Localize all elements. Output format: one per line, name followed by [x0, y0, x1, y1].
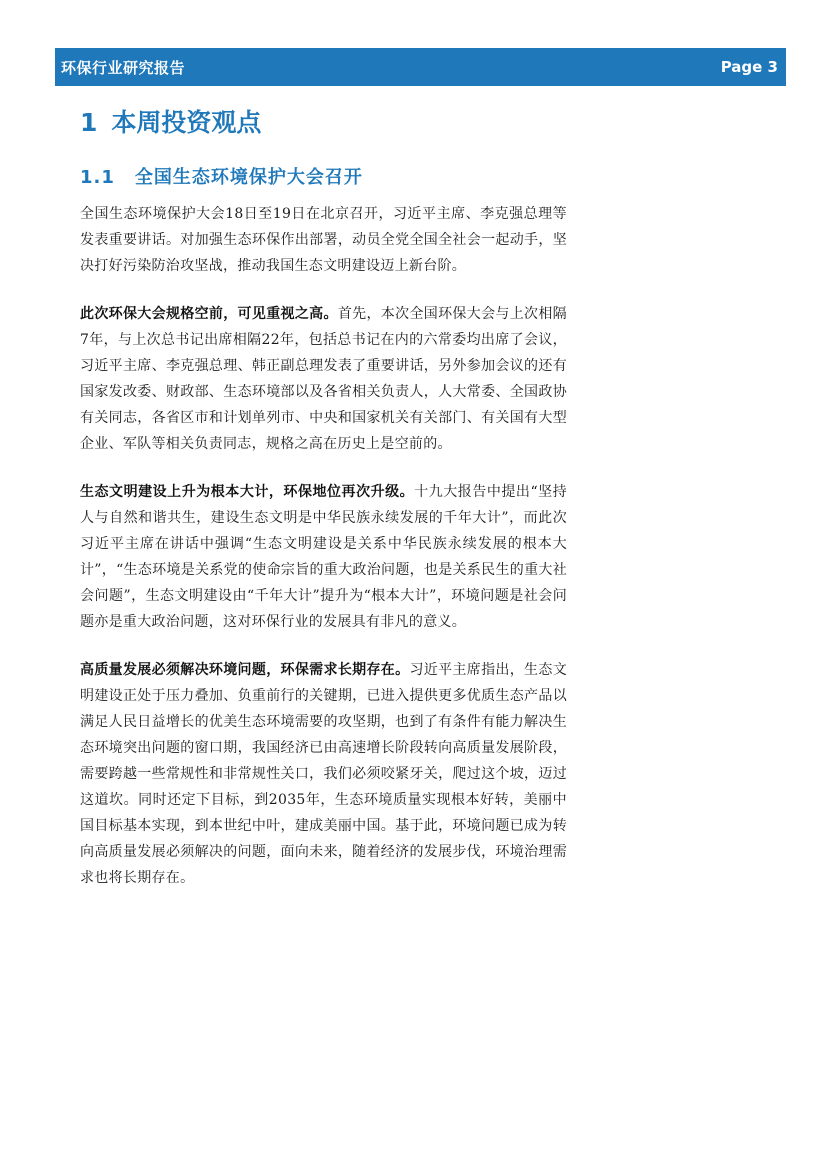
report-title: 环保行业研究报告	[61, 58, 186, 77]
section-number: 1	[80, 108, 98, 137]
subsection-title: 全国生态环境保护大会召开	[134, 167, 363, 188]
paragraph-intro	[80, 201, 567, 279]
paragraph-text: 首先，本次全国环保大会与上次相隔7年，与上次总书记出席相隔22年，包括总书记在内的六常委均出席了会议，习近平主席、李克强总理、韩正副总理发表了重要讲话，另外参加会议的还有国家发改委、财政部、生态环境部以及各省相关负责人，人大常委、全国政协有关同志，各省区市和计划单列市、中央和国家机关有关部门、有关国有大型企业、军队等相关负责同志，规格之高在历史上是空前的。	[80, 306, 567, 452]
paragraph-text: 习近平主席指出，生态文明建设正处于压力叠加、负重前行的关键期，已进入提供更多优质生态产品以满足人民日益增长的优美生态环境需要的攻坚期，也到了有条件有能力解决生态环境突出问题的窗口期，我国经济已由高速增长阶段转向高质量发展阶段，需要跨越一些常规性和非常规性关口，我们必须咬紧牙关，爬过这个坡，迈过这道坎。同时还定下目标，到2035年，生态环境质量实现根本好转，美丽中国目标基本实现，到本世纪中叶，建成美丽中国。基于此，环境问题已成为转向高质量发展必须解决的问题，面向未来，随着经济的发展步伐，环境治理需求也将长期存在。	[80, 662, 567, 886]
page-number: Page 3	[720, 58, 778, 76]
section-heading	[80, 103, 261, 139]
paragraph-text: 全国生态环境保护大会18日至19日在北京召开，习近平主席、李克强总理等发表重要讲话。对加强生态环保作出部署，动员全党全国全社会一起动手，坚决打好污染防治攻坚战，推动我国生态文明建设迈上新台阶。	[80, 206, 567, 274]
paragraph-specification	[80, 301, 567, 457]
paragraph-text: 十九大报告中提出“坚持人与自然和谐共生，建设生态文明是中华民族永续发展的千年大计”，而此次习近平主席在讲话中强调“生态文明建设是关系中华民族永续发展的根本大计”，“生态环境是关系党的使命宗旨的重大政治问题，也是关系民生的重大社会问题”，生态文明建设由“千年大计”提升为“根本大计”，环境问题是社会问题亦是重大政治问题，这对环保行业的发展具有非凡的意义。	[80, 484, 567, 630]
body-content	[80, 201, 567, 913]
paragraph-lead: 高质量发展必须解决环境问题，环保需求长期存在。	[80, 662, 410, 678]
paragraph-high-quality-development	[80, 657, 567, 891]
report-header-bar	[55, 48, 786, 86]
subsection-number: 1.1	[80, 167, 115, 188]
section-title: 本周投资观点	[111, 108, 262, 137]
paragraph-ecological-civilization	[80, 479, 567, 635]
paragraph-lead: 此次环保大会规格空前，可见重视之高。	[80, 306, 338, 322]
paragraph-lead: 生态文明建设上升为根本大计，环保地位再次升级。	[80, 484, 415, 500]
subsection-heading	[80, 163, 363, 189]
